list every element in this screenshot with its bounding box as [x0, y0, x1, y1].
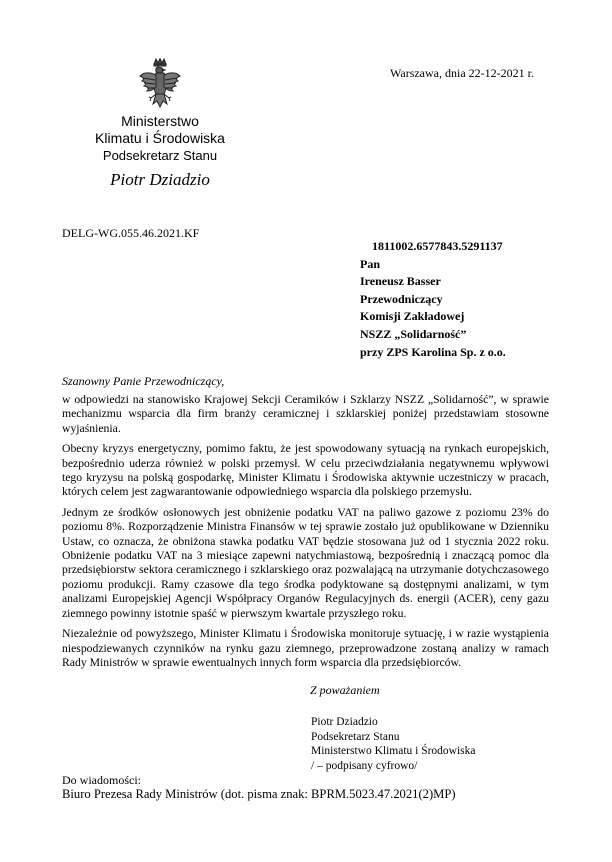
- ministry-name-line2: Klimatu i Środowiska: [95, 130, 225, 146]
- signature-name: Piotr Dziadzio: [311, 716, 378, 728]
- cc-label: Do wiadomości:: [62, 773, 141, 787]
- recipient-line: Komisji Zakładowej: [360, 309, 465, 324]
- body-paragraph: Obecny kryzys energetyczny, pomimo faktu, że jest spowodowany sytuacją na rynkach europejskich, bezpośrednio uderza również w polski przemysł. W celu przeciwdziałania negatywnemu wpływowi tego kryzysu na polską gospodarkę, Minister Klimatu i Środowiska aktywnie uczestniczy w pracach, których celem jest zagwarantowanie odpowiedniego wsparcia dla polskiego przemysłu.: [62, 442, 549, 499]
- recipient-line: Przewodniczący: [360, 291, 443, 306]
- signer-name-header: Piotr Dziadzio: [110, 170, 210, 189]
- recipient-line: Ireneusz Basser: [360, 274, 441, 289]
- body-paragraph: Jednym ze środków osłonowych jest obniżenie podatku VAT na paliwo gazowe z poziomu 23% do poziomu 8%. Rozporządzenie Ministra Finansów w tej sprawie zostało już opublikowane w Dzienniku Ustaw, co oznacza, że obniżona stawka podatku VAT będzie stosowana już od 1 stycznia 2022 roku. Obniżenie podatku VAT na 3 miesiące zapewni natychmiastową, bezpośrednią i znaczącą pomoc dla przedsiębiorstw sektora ceramicznego i szklarskiego oraz pozwalającą na utrzymanie dotychczasowego poziomu produkcji. Ramy czasowe dla tego środka podyktowane są dostępnymi analizami, w tym analizami Europejskiej Agencji Współpracy Organów Regulacyjnych ds. energii (ACER), ceny gazu ziemnego powinny istotnie spaść w pierwszym kwartale przyszłego roku.: [62, 505, 549, 620]
- signature-title: Podsekretarz Stanu: [311, 730, 400, 743]
- signature-block: [311, 715, 476, 773]
- ministry-header: [60, 113, 260, 164]
- recipient-line: Pan: [360, 256, 381, 271]
- reference-number: DELG-WG.055.46.2021.KF: [62, 226, 200, 240]
- letter-body: [62, 393, 549, 676]
- ministry-name-line1: Ministerstwo: [121, 113, 199, 129]
- body-paragraph: Niezależnie od powyższego, Minister Klimatu i Środowiska monitoruje sytuację, i w razie wystąpienia niespodziewanych czynników na rynku gazu ziemnego, przeprowadzone zostaną analizy w ramach Rady Ministrów w sprawie ewentualnych innych form wsparcia dla przedsiębiorców.: [62, 627, 549, 669]
- date-line: Warszawa, dnia 22-12-2021 r.: [390, 66, 534, 80]
- recipient-line: przy ZPS Karolina Sp. z o.o.: [360, 344, 506, 359]
- salutation: Szanowny Panie Przewodniczący,: [62, 374, 225, 388]
- recipient-block: [360, 238, 506, 361]
- closing-phrase: Z poważaniem: [310, 683, 380, 697]
- body-paragraph: w odpowiedzi na stanowisko Krajowej Sekcji Ceramików i Szklarzy NSZZ „Solidarność”, w sprawie mechanizmu wsparcia dla firm branży ceramicznej i szklarskiej poniżej przedstawiam stosowne wyjaśnienia.: [62, 393, 549, 435]
- recipient-line: NSZZ „Solidarność”: [360, 326, 467, 341]
- signature-note: / – podpisany cyfrowo/: [311, 759, 418, 772]
- signature-ministry: Ministerstwo Klimatu i Środowiska: [311, 745, 476, 758]
- ministry-position: Podsekretarz Stanu: [102, 148, 218, 163]
- polish-eagle-emblem-icon: [138, 58, 182, 110]
- cc-item: Biuro Prezesa Rady Ministrów (dot. pisma znak: BPRM.5023.47.2021(2)MP): [62, 787, 456, 801]
- document-id: 1811002.6577843.5291137: [372, 239, 503, 253]
